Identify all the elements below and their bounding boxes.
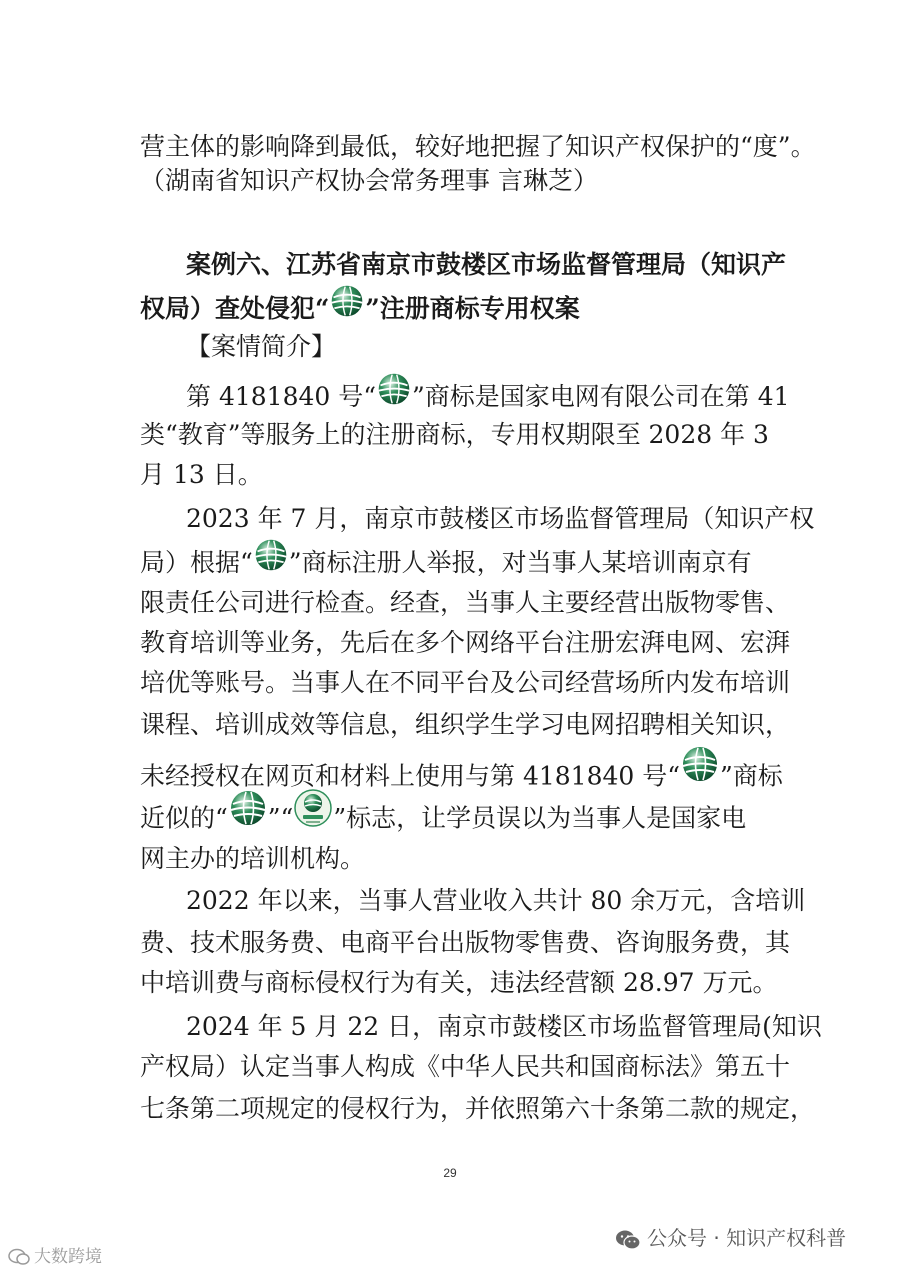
text-part: ”商标注册人举报，对当事人某培训南京有 — [288, 548, 752, 577]
section-heading: 【案情简介】 — [186, 332, 337, 361]
text-line: 中培训费与商标侵权行为有关，违法经营额 28.97 万元。 — [140, 968, 778, 997]
text-line: 产权局）认定当事人构成《中华人民共和国商标法》第五十 — [140, 1052, 791, 1081]
text-line: 营主体的影响降到最低，较好地把握了知识产权保护的“度”。 — [140, 132, 816, 161]
brand-watermark — [8, 1242, 102, 1267]
trademark-logo-icon — [329, 283, 365, 319]
case-title-part: ”注册商标专用权案 — [365, 294, 580, 323]
trademark-logo-icon — [253, 537, 289, 573]
text-line: 2023 年 7 月，南京市鼓楼区市场监督管理局（知识产权 — [186, 504, 815, 533]
trademark-logo-icon — [376, 371, 412, 407]
text-line: 类“教育”等服务上的注册商标，专用权期限至 2028 年 3 — [140, 420, 769, 449]
infringing-logo-icon — [680, 744, 720, 784]
text-part: 近似的“ — [140, 803, 228, 833]
watermark-text: 大数跨境 — [34, 1247, 102, 1267]
text-line: 教育培训等业务，先后在多个网络平台注册宏湃电网、宏湃 — [140, 628, 791, 657]
text-line: 课程、培训成效等信息，组织学生学习电网招聘相关知识， — [140, 710, 791, 739]
text-part: 第 4181840 号“ — [186, 382, 377, 411]
text-line: 七条第二项规定的侵权行为，并依照第六十条第二款的规定， — [140, 1094, 816, 1123]
text-part: 局）根据“ — [140, 548, 253, 577]
text-line: 网主办的培训机构。 — [140, 844, 366, 873]
infringing-logo-icon — [228, 788, 268, 828]
text-line: 2022 年以来，当事人营业收入共计 80 余万元，含培训 — [186, 886, 806, 915]
text-line: 培优等账号。当事人在不同平台及公司经营场所内发布培训 — [140, 668, 791, 697]
text-line: 月 13 日。 — [140, 460, 263, 489]
text-part: 未经授权在网页和材料上使用与第 4181840 号“ — [140, 761, 681, 791]
page-number: 29 — [443, 1166, 457, 1180]
text-part: ”“ — [267, 803, 294, 833]
case-title-line-2 — [140, 292, 580, 329]
text-line: 限责任公司进行检查。经查，当事人主要经营出版物零售、 — [140, 588, 791, 617]
text-part: ”商标 — [720, 761, 783, 791]
watermark-text: 公众号 · 知识产权科普 — [647, 1226, 847, 1250]
case-title-part: 权局）查处侵犯“ — [140, 294, 330, 323]
text-line: 2024 年 5 月 22 日，南京市鼓楼区市场监督管理局(知识 — [186, 1012, 822, 1041]
text-line — [140, 800, 746, 840]
wechat-icon — [615, 1229, 641, 1251]
text-line — [186, 380, 790, 417]
text-line: 费、技术服务费、电商平台出版物零售费、咨询服务费，其 — [140, 928, 791, 957]
wechat-watermark — [615, 1222, 846, 1251]
author-credit: （湖南省知识产权协会常务理事 言琳芝） — [140, 166, 598, 195]
text-part: ”标志，让学员误以为当事人是国家电 — [333, 803, 747, 833]
text-line — [140, 546, 752, 583]
chat-bubble-icon — [8, 1248, 30, 1266]
infringing-emblem-icon — [293, 788, 333, 828]
case-title-line-1: 案例六、江苏省南京市鼓楼区市场监督管理局（知识产 — [186, 250, 787, 279]
text-part: ”商标是国家电网有限公司在第 41 — [412, 382, 790, 411]
